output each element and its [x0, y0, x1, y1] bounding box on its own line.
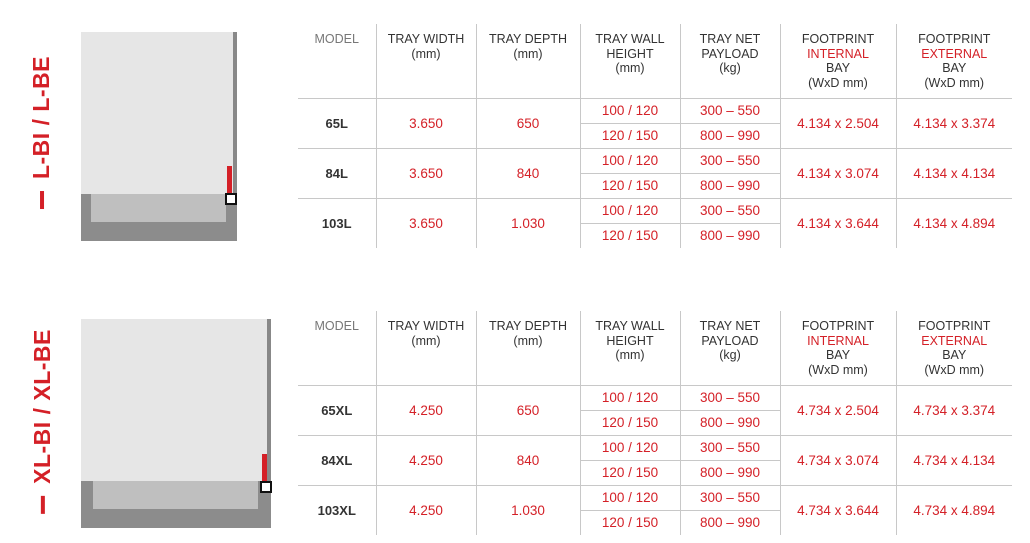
diagram-panel: [81, 319, 267, 484]
external-cell: 4.134 x 4.894: [896, 198, 1012, 248]
spec-table: [298, 311, 1012, 535]
depth-cell: 650: [476, 385, 580, 435]
internal-cell: 4.134 x 3.074: [780, 148, 896, 198]
model-cell: 65XL: [298, 385, 376, 435]
payload-cell: 300 – 550: [680, 485, 780, 510]
height-cell: 100 / 120: [580, 98, 680, 123]
width-cell: 4.250: [376, 385, 476, 435]
width-cell: 3.650: [376, 148, 476, 198]
table-row: [298, 98, 1012, 123]
header-payload: TRAY NET PAYLOAD (kg): [680, 24, 780, 98]
payload-cell: 300 – 550: [680, 385, 780, 410]
model-cell: 84XL: [298, 435, 376, 485]
height-cell: 120 / 150: [580, 123, 680, 148]
model-cell: 65L: [298, 98, 376, 148]
internal-cell: 4.734 x 3.644: [780, 485, 896, 535]
internal-cell: 4.734 x 2.504: [780, 385, 896, 435]
diagram-tray: [93, 481, 258, 509]
diagram-height-marker: [262, 454, 267, 484]
table-row: [298, 435, 1012, 460]
tray-diagram: [81, 319, 276, 529]
payload-cell: 800 – 990: [680, 410, 780, 435]
header-footprint-external: FOOTPRINT EXTERNAL BAY (WxD mm): [896, 24, 1012, 98]
header-footprint-external: FOOTPRINT EXTERNAL BAY (WxD mm): [896, 311, 1012, 385]
header-wall-height: TRAY WALL HEIGHT (mm): [580, 24, 680, 98]
section-label-text: XL-BI / XL-BE: [28, 329, 55, 484]
header-model: MODEL: [298, 311, 376, 385]
payload-cell: 300 – 550: [680, 148, 780, 173]
header-tray-width: TRAY WIDTH (mm): [376, 311, 476, 385]
height-cell: 120 / 150: [580, 410, 680, 435]
depth-cell: 650: [476, 98, 580, 148]
height-cell: 120 / 150: [580, 460, 680, 485]
section-label: [2, 20, 82, 245]
payload-cell: 300 – 550: [680, 98, 780, 123]
height-cell: 120 / 150: [580, 173, 680, 198]
header-model: MODEL: [298, 24, 376, 98]
payload-cell: 800 – 990: [680, 460, 780, 485]
diagram-tray: [91, 194, 226, 222]
dash-mark: [40, 191, 44, 209]
diagram-panel: [81, 32, 233, 197]
payload-cell: 800 – 990: [680, 123, 780, 148]
external-cell: 4.734 x 3.374: [896, 385, 1012, 435]
payload-cell: 800 – 990: [680, 510, 780, 535]
depth-cell: 1.030: [476, 198, 580, 248]
model-cell: 103XL: [317, 502, 356, 518]
table-row: [298, 385, 1012, 410]
internal-cell: 4.134 x 3.644: [780, 198, 896, 248]
height-cell: 100 / 120: [580, 148, 680, 173]
payload-cell: 800 – 990: [680, 223, 780, 248]
section-l: [0, 0, 1030, 260]
model-cell: 103L: [321, 215, 352, 231]
dash-mark: [40, 496, 44, 514]
external-cell: 4.734 x 4.894: [896, 485, 1012, 535]
section-xl: [0, 287, 1030, 543]
header-tray-width: TRAY WIDTH (mm): [376, 24, 476, 98]
header-footprint-internal: FOOTPRINT INTERNAL BAY (WxD mm): [780, 311, 896, 385]
spec-table: [298, 24, 1012, 248]
header-payload: TRAY NET PAYLOAD (kg): [680, 311, 780, 385]
diagram-sensor: [260, 481, 272, 493]
external-cell: 4.134 x 4.134: [896, 148, 1012, 198]
width-cell: 3.650: [376, 98, 476, 148]
section-label: [2, 309, 82, 534]
section-label-text: L-BI / L-BE: [28, 55, 55, 180]
table-row: [298, 198, 1012, 223]
diagram-sensor: [225, 193, 237, 205]
tray-diagram: [81, 32, 241, 242]
height-cell: 100 / 120: [580, 435, 680, 460]
height-cell: 120 / 150: [580, 223, 680, 248]
height-cell: 120 / 150: [580, 510, 680, 535]
depth-cell: 840: [476, 148, 580, 198]
height-cell: 100 / 120: [580, 485, 680, 510]
height-cell: 100 / 120: [580, 385, 680, 410]
diagram-rail: [267, 319, 271, 484]
external-cell: 4.134 x 3.374: [896, 98, 1012, 148]
header-wall-height: TRAY WALL HEIGHT (mm): [580, 311, 680, 385]
depth-cell: 840: [476, 435, 580, 485]
payload-cell: 800 – 990: [680, 173, 780, 198]
payload-cell: 300 – 550: [680, 435, 780, 460]
header-footprint-internal: FOOTPRINT INTERNAL BAY (WxD mm): [780, 24, 896, 98]
depth-cell: 1.030: [476, 485, 580, 535]
external-cell: 4.734 x 4.134: [896, 435, 1012, 485]
diagram-rail: [233, 32, 237, 197]
width-cell: 4.250: [376, 435, 476, 485]
model-cell: 84L: [298, 148, 376, 198]
height-cell: 100 / 120: [580, 198, 680, 223]
internal-cell: 4.734 x 3.074: [780, 435, 896, 485]
table-row: [298, 148, 1012, 173]
width-cell: 3.650: [376, 198, 476, 248]
payload-cell: 300 – 550: [680, 198, 780, 223]
internal-cell: 4.134 x 2.504: [780, 98, 896, 148]
diagram-height-marker: [227, 166, 232, 196]
width-cell: 4.250: [376, 485, 476, 535]
header-tray-depth: TRAY DEPTH (mm): [476, 311, 580, 385]
table-row: [298, 485, 1012, 510]
header-tray-depth: TRAY DEPTH (mm): [476, 24, 580, 98]
